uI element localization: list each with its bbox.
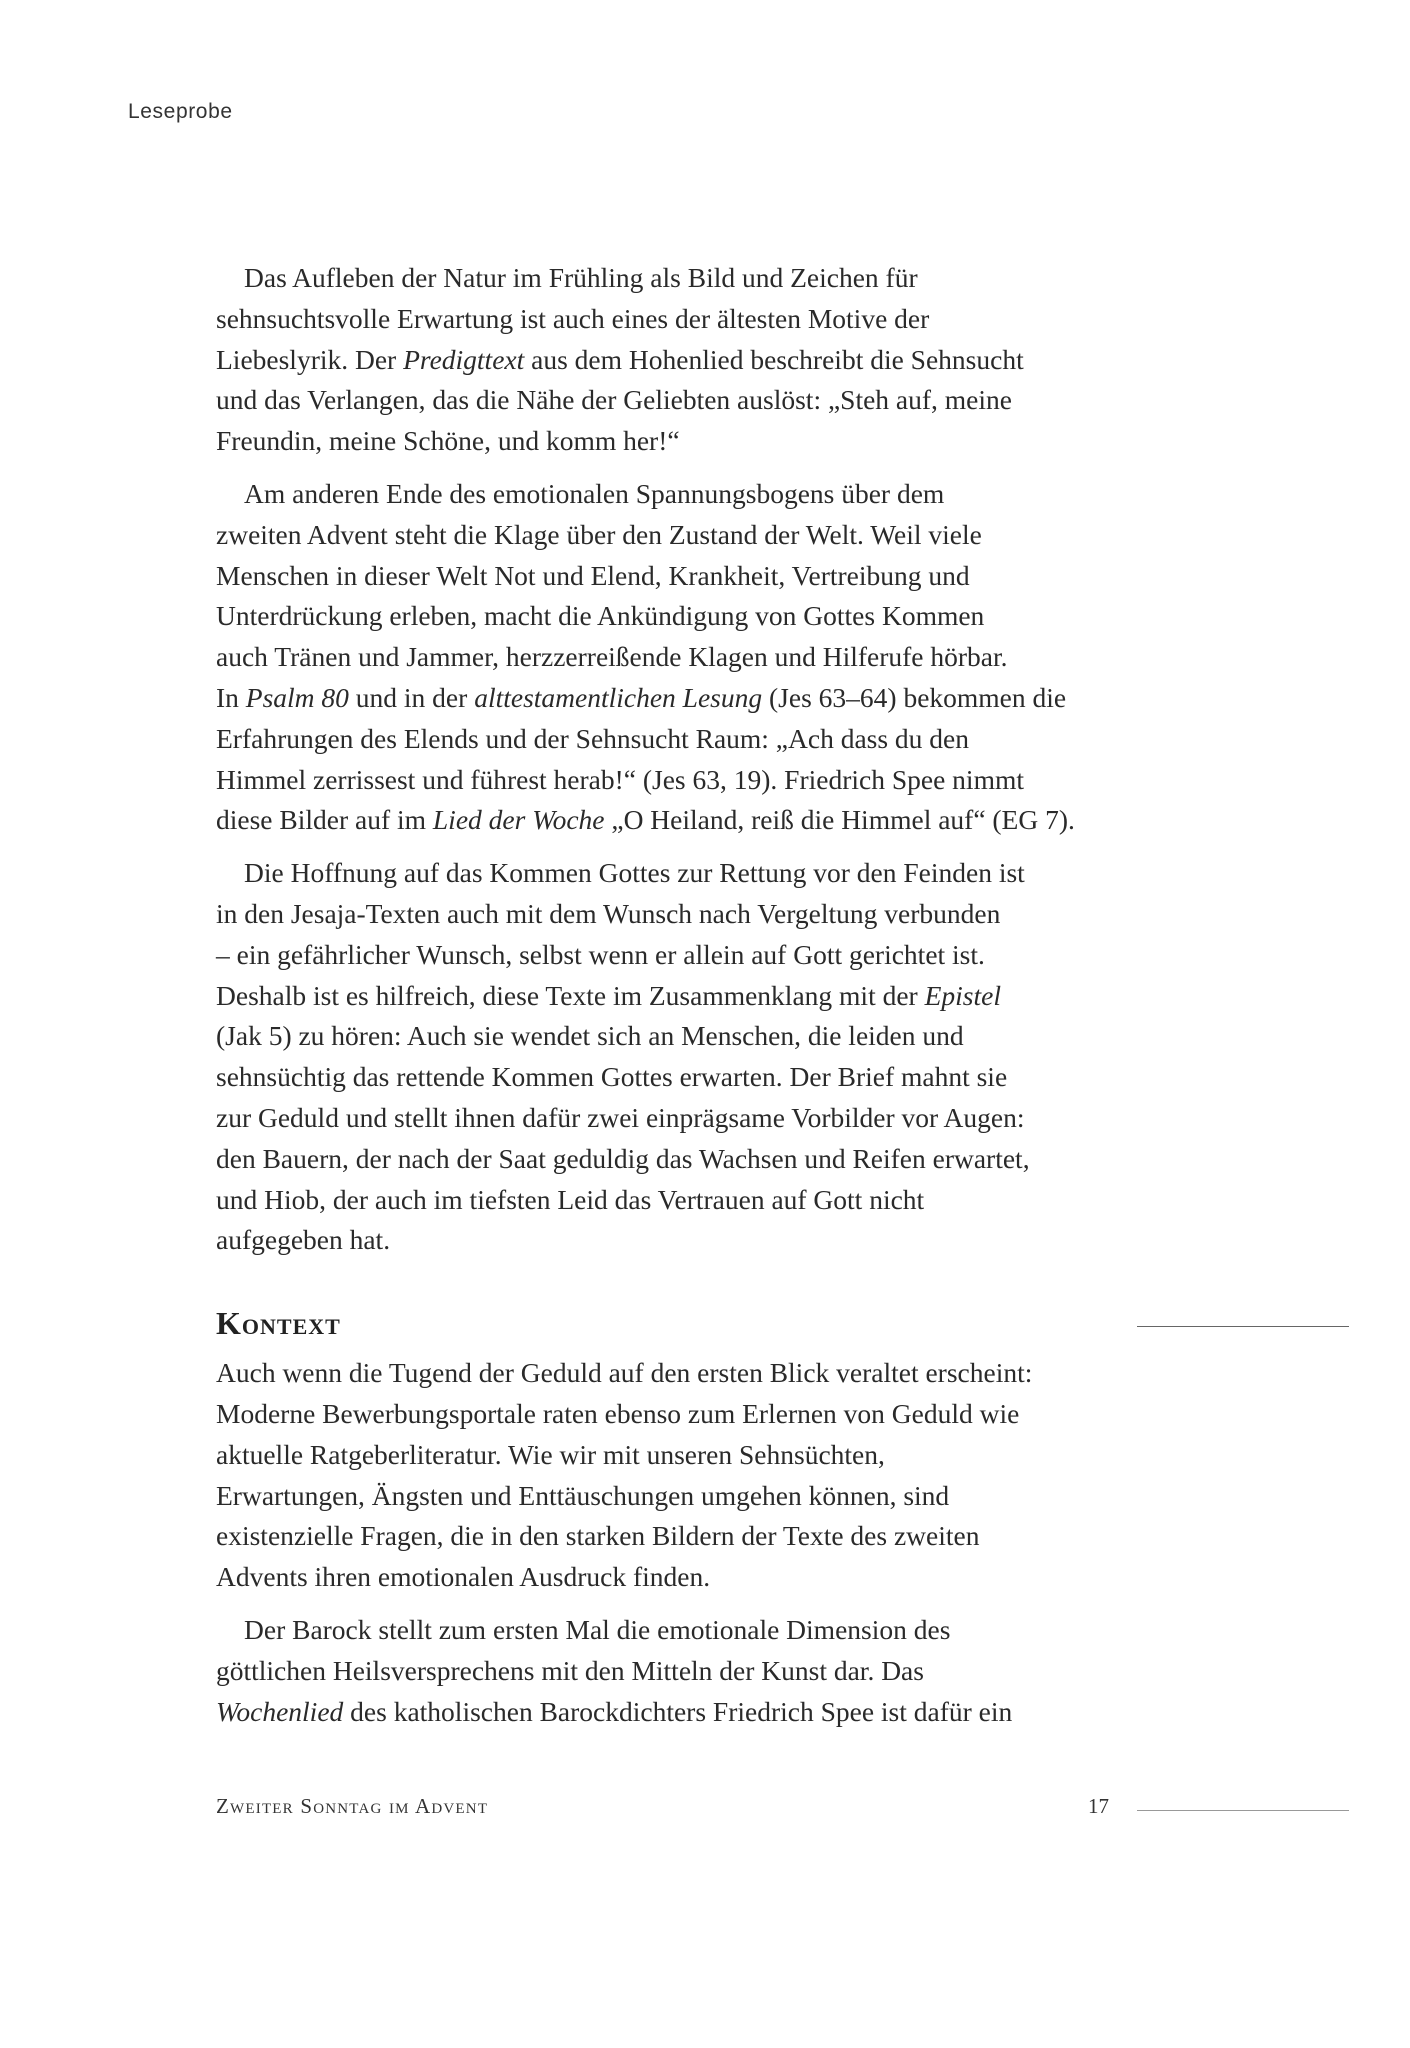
text-line: auch Tränen und Jammer, herzzerreißende Klagen und Hilferufe hörbar. — [216, 641, 1008, 673]
text-segment: aus dem Hohenlied beschreibt die Sehnsucht — [524, 343, 1024, 375]
text-segment: Deshalb ist es hilfreich, diese Texte im Zusammenklang mit der — [216, 979, 925, 1011]
text-line: sehnsüchtig das rettende Kommen Gottes erwarten. Der Brief mahnt sie — [216, 1061, 1008, 1093]
text-line: den Bauern, der nach der Saat geduldig das Wachsen und Reifen erwartet, — [216, 1142, 1030, 1174]
running-footer-title: Zweiter Sonntag im Advent — [216, 1794, 489, 1818]
text-line: existenzielle Fragen, die in den starken Bildern der Texte des zweiten — [216, 1520, 980, 1552]
text-line: zur Geduld und stellt ihnen dafür zwei einprägsame Vorbilder vor Augen: — [216, 1101, 1025, 1133]
section-side-rule — [1137, 1326, 1349, 1327]
italic-term: alttestamentlichen Lesung — [474, 681, 763, 713]
italic-term: Epistel — [924, 979, 1001, 1011]
text-line: und Hiob, der auch im tiefsten Leid das Vertrauen auf Gott nicht — [216, 1183, 925, 1215]
text-line: Am anderen Ende des emotionalen Spannungsbogens über dem — [244, 477, 945, 509]
text-line — [216, 678, 1116, 719]
text-line — [216, 1692, 1116, 1733]
text-line — [216, 340, 1116, 381]
text-line: göttlichen Heilsversprechens mit den Mitteln der Kunst dar. Das — [216, 1654, 924, 1686]
paragraph-3 — [216, 853, 1116, 1261]
text-segment: diese Bilder auf im — [216, 804, 433, 836]
text-segment: „O Heiland, reiß die Himmel auf“ (EG 7). — [604, 804, 1075, 836]
text-line: aktuelle Ratgeberliteratur. Wie wir mit unseren Sehnsüchten, — [216, 1438, 885, 1470]
text-line — [216, 800, 1116, 841]
paragraph-2 — [216, 474, 1116, 841]
text-line: in den Jesaja-Texten auch mit dem Wunsch nach Vergeltung verbunden — [216, 897, 1001, 929]
text-segment: Liebeslyrik. Der — [216, 343, 404, 375]
section-heading-kontext: Kontext — [216, 1305, 341, 1342]
text-line: Unterdrückung erleben, macht die Ankündigung von Gottes Kommen — [216, 600, 985, 632]
text-line: sehnsuchtsvolle Erwartung ist auch eines der ältesten Motive der — [216, 302, 930, 334]
text-line: und das Verlangen, das die Nähe der Geliebten auslöst: „Steh auf, meine — [216, 384, 1012, 416]
text-line: Das Aufleben der Natur im Frühling als Bild und Zeichen für — [244, 262, 918, 293]
text-line: Erfahrungen des Elends und der Sehnsucht Raum: „Ach dass du den — [216, 722, 970, 754]
italic-term: Lied der Woche — [432, 804, 605, 836]
text-line: Menschen in dieser Welt Not und Elend, Krankheit, Vertreibung und — [216, 559, 970, 591]
text-segment: (Jes 63–64) bekommen die — [762, 681, 1067, 713]
footer-side-rule — [1137, 1810, 1349, 1811]
text-segment: und in der — [348, 681, 475, 713]
text-line: aufgegeben hat. — [216, 1224, 391, 1256]
text-line — [216, 976, 1116, 1017]
paragraph-5 — [216, 1610, 1116, 1732]
main-text — [216, 258, 1116, 1732]
paragraph-4 — [216, 1353, 1116, 1598]
text-line: Moderne Bewerbungsportale raten ebenso zum Erlernen von Geduld wie — [216, 1397, 1020, 1429]
text-line: – ein gefährlicher Wunsch, selbst wenn er allein auf Gott gerichtet ist. — [216, 938, 985, 970]
text-line: Der Barock stellt zum ersten Mal die emotionale Dimension des — [244, 1613, 951, 1645]
page-number: 17 — [1088, 1794, 1109, 1818]
text-segment: des katholischen Barockdichters Friedrich Spee ist dafür ein — [343, 1695, 1013, 1727]
text-segment: In — [216, 681, 246, 713]
text-line: zweiten Advent steht die Klage über den Zustand der Welt. Weil viele — [216, 518, 982, 550]
italic-term: Wochenlied — [216, 1695, 344, 1727]
text-line: Die Hoffnung auf das Kommen Gottes zur Rettung vor den Feinden ist — [244, 857, 1025, 889]
italic-term: Psalm 80 — [245, 681, 349, 713]
header-label: Leseprobe — [128, 100, 233, 123]
italic-term: Predigttext — [403, 343, 525, 375]
text-line: Erwartungen, Ängsten und Enttäuschungen umgehen können, sind — [216, 1479, 950, 1511]
text-line: Freundin, meine Schöne, und komm her!“ — [216, 425, 680, 457]
text-line: (Jak 5) zu hören: Auch sie wendet sich an Menschen, die leiden und — [216, 1020, 964, 1052]
text-line: Advents ihren emotionalen Ausdruck finden. — [216, 1561, 711, 1593]
text-line: Himmel zerrissest und führest herab!“ (Jes 63, 19). Friedrich Spee nimmt — [216, 763, 1024, 795]
text-line: Auch wenn die Tugend der Geduld auf den ersten Blick veraltet erscheint: — [216, 1357, 1033, 1389]
paragraph-1 — [216, 258, 1116, 462]
